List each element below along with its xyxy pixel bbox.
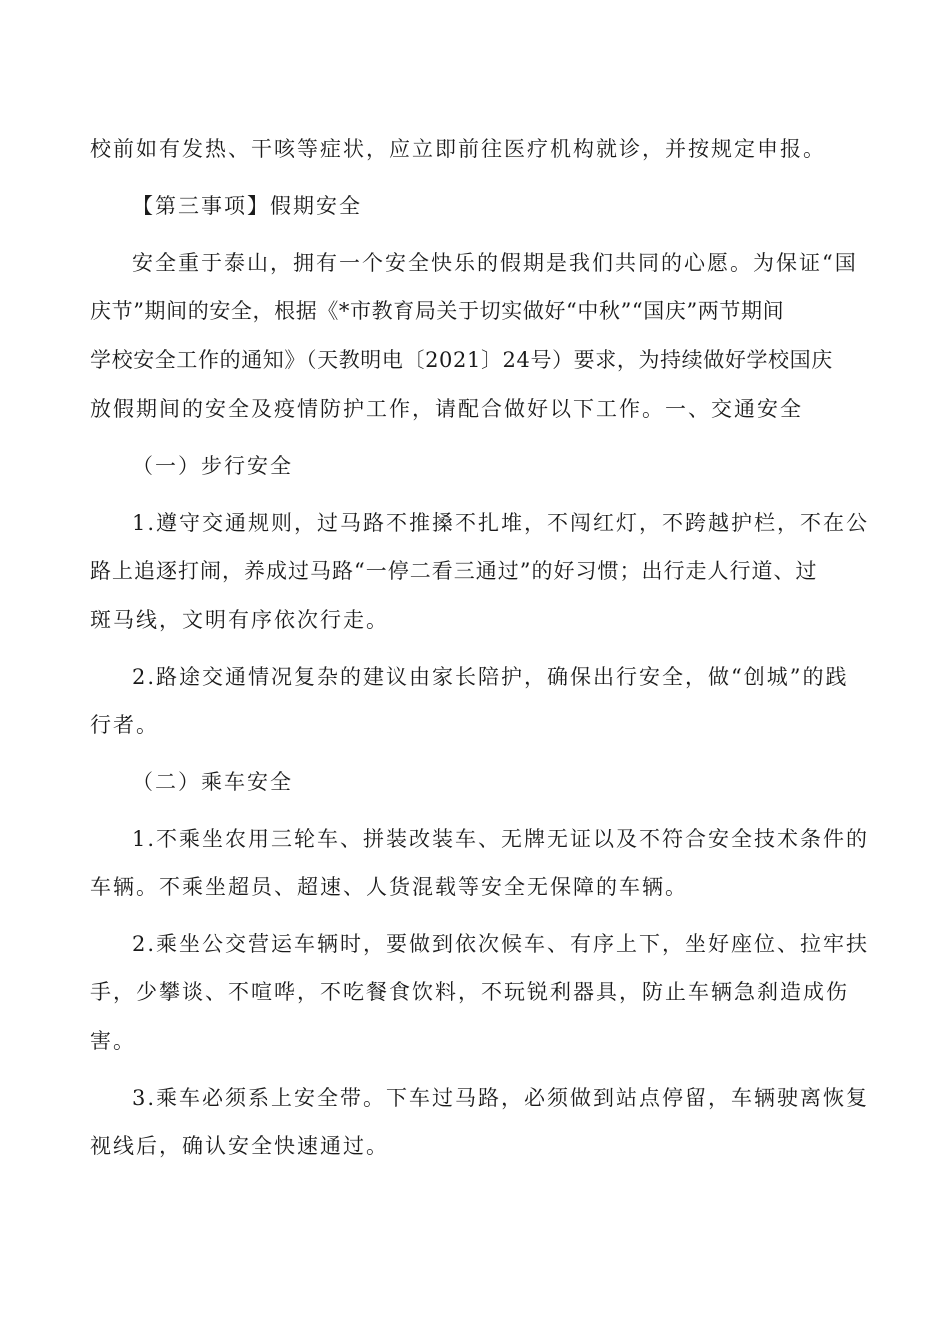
body-line: 安全重于泰山，拥有一个安全快乐的假期是我们共同的心愿。为保证“国 bbox=[132, 251, 858, 275]
list-item-line: 路上追逐打闹，养成过马路“一停二看三通过”的好习惯；出行走人行道、过 bbox=[90, 559, 818, 583]
list-item-line: 害。 bbox=[90, 1029, 136, 1053]
section-heading: 【第三事项】假期安全 bbox=[132, 194, 362, 218]
list-item-line: 3.乘车必须系上安全带。下车过马路，必须做到站点停留，车辆驶离恢复 bbox=[132, 1086, 870, 1110]
subsection-heading: （一）步行安全 bbox=[132, 454, 293, 478]
body-line: 校前如有发热、干咳等症状，应立即前往医疗机构就诊，并按规定申报。 bbox=[90, 137, 826, 161]
list-item-line: 2.乘坐公交营运车辆时，要做到依次候车、有序上下，坐好座位、拉牢扶 bbox=[132, 932, 870, 956]
list-item-line: 手，少攀谈、不喧哗，不吃餐食饮料，不玩锐利器具，防止车辆急刹造成伤 bbox=[90, 980, 849, 1004]
list-item-line: 斑马线，文明有序依次行走。 bbox=[90, 608, 389, 632]
body-line: 放假期间的安全及疫情防护工作，请配合做好以下工作。一、交通安全 bbox=[90, 397, 803, 421]
subsection-heading: （二）乘车安全 bbox=[132, 770, 293, 794]
body-line: 庆节”期间的安全，根据《*市教育局关于切实做好“中秋”“国庆”两节期间 bbox=[90, 299, 785, 323]
list-item-line: 2.路途交通情况复杂的建议由家长陪护，确保出行安全，做“创城”的践 bbox=[132, 665, 849, 689]
body-line: 学校安全工作的通知》（天教明电〔2021〕24号）要求，为持续做好学校国庆 bbox=[90, 348, 833, 372]
list-item-line: 行者。 bbox=[90, 713, 159, 737]
list-item-line: 1.不乘坐农用三轮车、拼装改装车、无牌无证以及不符合安全技术条件的 bbox=[132, 827, 870, 851]
list-item-line: 1.遵守交通规则，过马路不推搡不扎堆，不闯红灯，不跨越护栏，不在公 bbox=[132, 511, 870, 535]
list-item-line: 视线后，确认安全快速通过。 bbox=[90, 1134, 389, 1158]
list-item-line: 车辆。不乘坐超员、超速、人货混载等安全无保障的车辆。 bbox=[90, 875, 688, 899]
